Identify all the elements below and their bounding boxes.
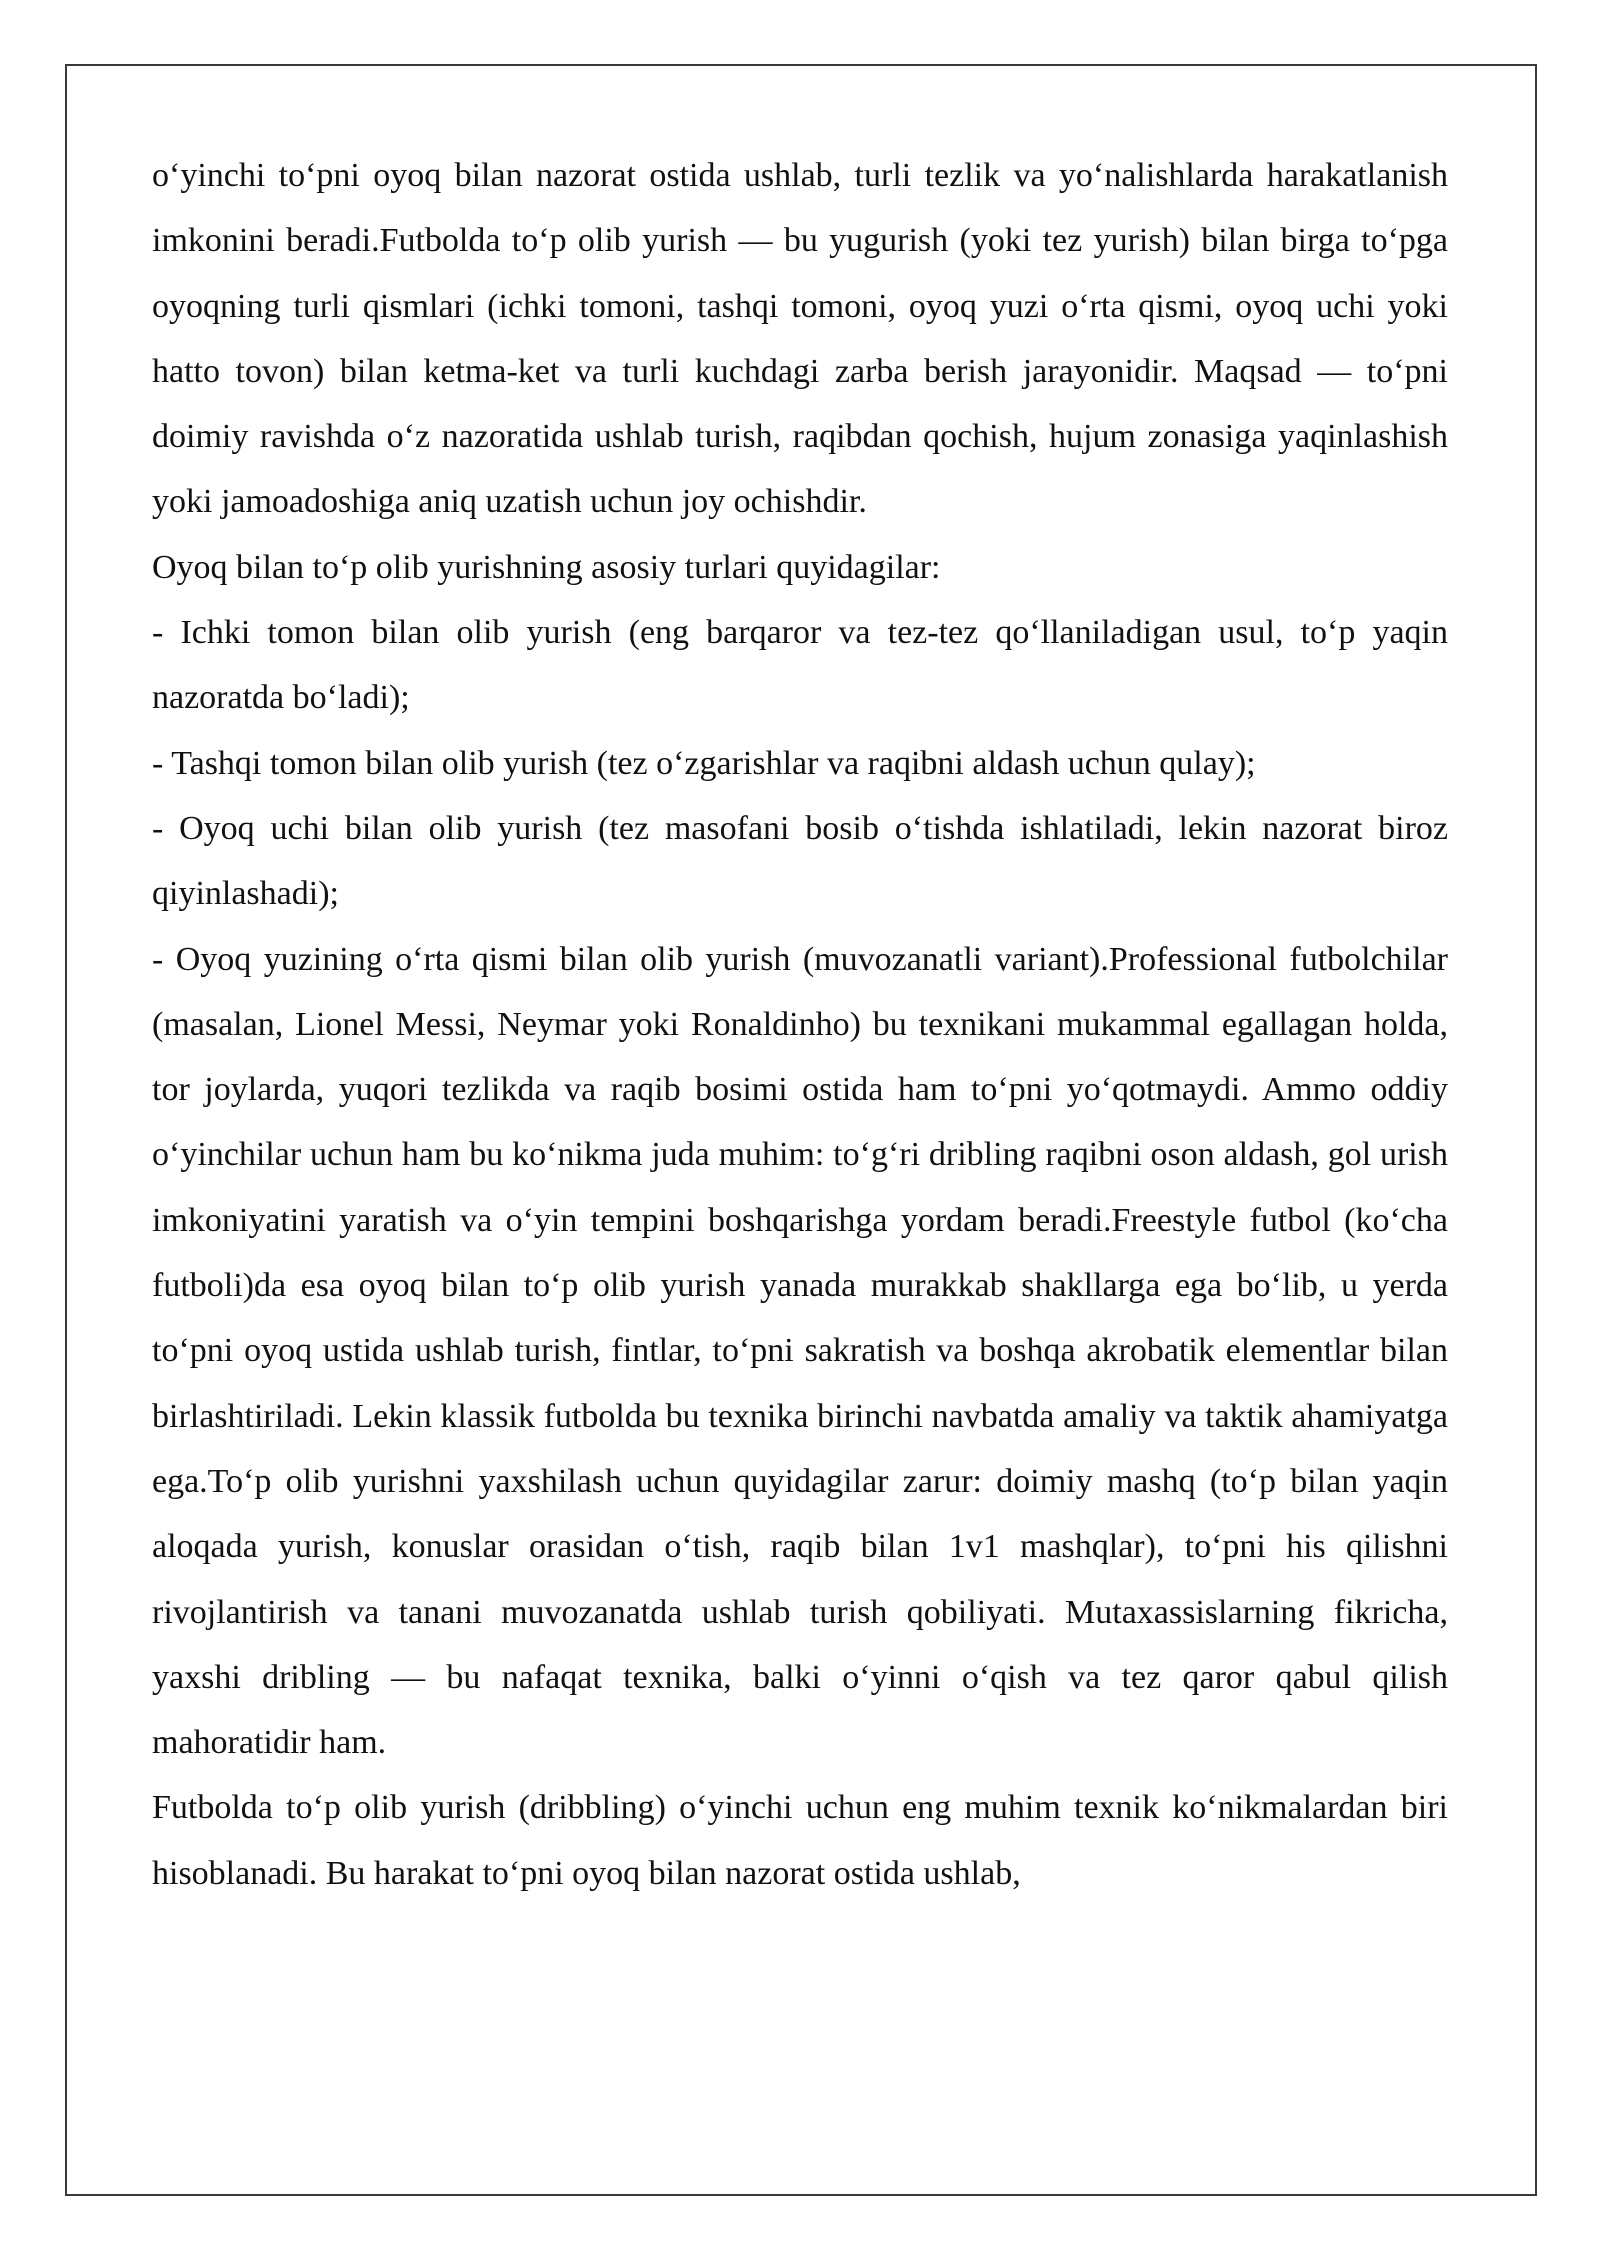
list-item: - Tashqi tomon bilan olib yurish (tez o‘zgarishlar va raqibni aldash uchun qulay);	[152, 744, 1256, 782]
paragraph: Futbolda to‘p olib yurish (dribbling) o‘yinchi uchun eng muhim texnik ko‘nikmalardan biri hisoblanadi. Bu harakat to‘pni oyoq bilan nazorat ostida ushlab,	[152, 1789, 1448, 1892]
list-item: - Oyoq uchi bilan olib yurish (tez masofani bosib o‘tishda ishlatiladi, lekin nazorat biroz qiyinlashadi);	[152, 809, 1448, 913]
list-item: - Ichki tomon bilan olib yurish (eng barqaror va tez-tez qo‘llaniladigan usul, to‘p yaqin nazoratda bo‘ladi);	[152, 614, 1448, 717]
paragraph: o‘yinchi to‘pni oyoq bilan nazorat ostida ushlab, turli tezlik va yo‘nalishlarda harakatlanish imkonini beradi.Futbolda to‘p olib yurish — bu yugurish (yoki tez yurish) bilan birga to‘pga oyoqning turli qismlari (ichki tomoni, tashqi tomoni, oyoq yuzi o‘rta qismi, oyoq uchi yoki hatto tovon) bilan ketma-ket va turli kuchdagi zarba berish jarayonidir. Maqsad — to‘pni doimiy ravishda o‘z nazoratida ushlab turish, raqibdan qochish, hujum zonasiga yaqinlashish yoki jamoadoshiga aniq uzatish uchun joy ochishdir.	[152, 157, 1448, 521]
paragraph: Oyoq bilan to‘p olib yurishning asosiy turlari quyidagilar:	[152, 548, 941, 586]
document-body	[152, 143, 1448, 1906]
list-item: - Oyoq yuzining o‘rta qismi bilan olib yurish (muvozanatli variant).Professional futbolchilar (masalan, Lionel Messi, Neymar yoki Ronaldinho) bu texnikani mukammal egallagan holda, tor joylarda, yuqori tezlikda va raqib bosimi ostida ham to‘pni yo‘qotmaydi. Ammo oddiy o‘yinchilar uchun ham bu ko‘nikma juda muhim: to‘g‘ri dribling raqibni oson aldash, gol urish imkoniyatini yaratish va o‘yin tempini boshqarishga yordam beradi.Freestyle futbol (ko‘cha futboli)da esa oyoq bilan to‘p olib yurish yanada murakkab shakllarga ega bo‘lib, u yerda to‘pni oyoq ustida ushlab turish, fintlar, to‘pni sakratish va boshqa akrobatik elementlar bilan birlashtiriladi. Lekin klassik futbolda bu texnika birinchi navbatda amaliy va taktik ahamiyatga ega.To‘p olib yurishni yaxshilash uchun quyidagilar zarur: doimiy mashq (to‘p bilan yaqin aloqada yurish, konuslar orasidan o‘tish, raqib bilan 1v1 mashqlar), to‘pni his qilishni rivojlantirish va tanani muvozanatda ushlab turish qobiliyati. Mutaxassislarning fikricha, yaxshi dribling — bu nafaqat texnika, balki o‘yinni o‘qish va tez qaror qabul qilish mahoratidir ham.	[152, 940, 1448, 1762]
